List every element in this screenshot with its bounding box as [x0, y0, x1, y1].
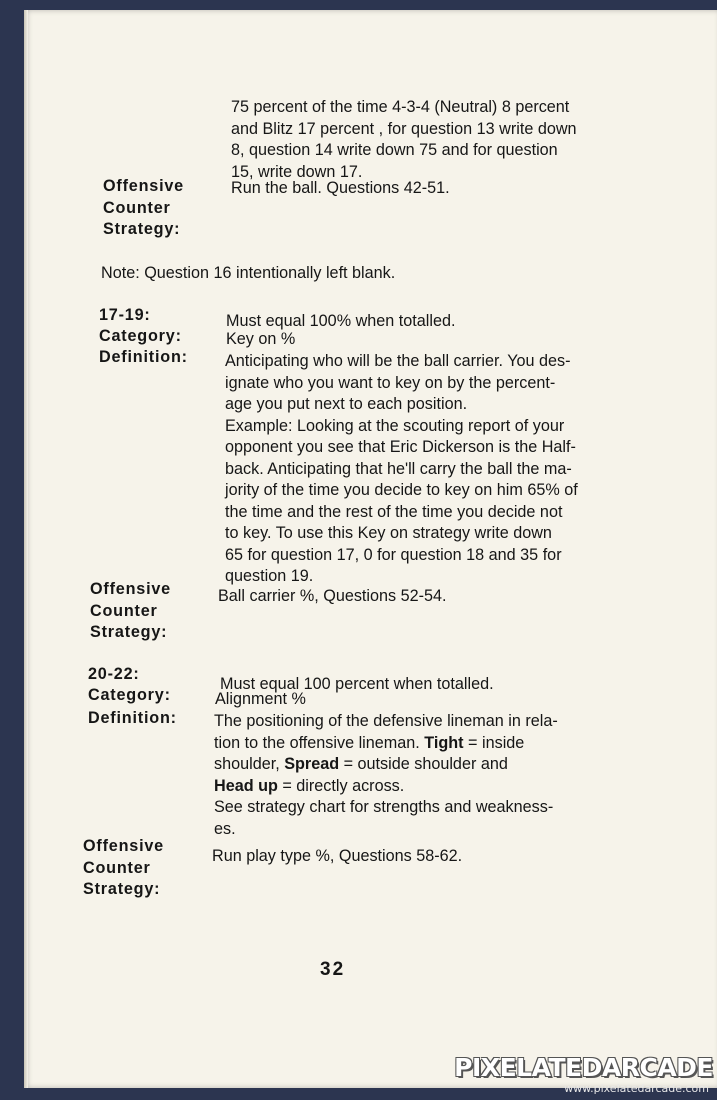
text-run: = outside shoulder and [339, 755, 508, 773]
label-line: Offensive [83, 837, 164, 855]
definition-line: Example: Looking at the scouting report of your [225, 416, 565, 435]
definition-line: es. [214, 819, 236, 838]
definition-label-20-22: Definition: [88, 709, 177, 727]
definition-line: ignate who you want to key on by the percent- [225, 373, 556, 392]
label-line: Counter [90, 601, 158, 620]
intro-paragraph [231, 97, 577, 183]
page-number: 32 [320, 959, 346, 980]
term-spread: Spread [284, 755, 340, 773]
definition-line: question 19. [225, 567, 314, 585]
watermark-url: www.pixelatedarcade.com [564, 1082, 709, 1095]
section-20-22-requirement: Must equal 100 percent when totalled. [220, 675, 494, 693]
intro-line: 15, write down 17. [231, 162, 363, 181]
text-run: shoulder, [214, 755, 285, 773]
watermark-logo: PIXELATEDARCADE [454, 1053, 713, 1082]
term-head-up: Head up [214, 776, 278, 795]
definition-label-17-19: Definition: [99, 348, 188, 366]
definition-line: back. Anticipating that he'll carry the ball the ma- [225, 459, 572, 478]
definition-line: opponent you see that Eric Dickerson is the Half- [225, 438, 576, 456]
label-line: Offensive [90, 580, 171, 598]
label-line: Strategy: [90, 623, 168, 641]
offensive-counter-text-2: Ball carrier %, Questions 52-54. [218, 587, 447, 605]
definition-line: the time and the rest of the time you decide not [225, 502, 563, 521]
category-label-20-22: Category: [88, 686, 171, 704]
section-number-17-19: 17-19: [99, 306, 151, 324]
label-line: Counter [83, 858, 151, 877]
offensive-counter-text-3: Run play type %, Questions 58-62. [212, 847, 463, 865]
note-text: Note: Question 16 intentionally left blank. [101, 264, 396, 282]
definition-line: age you put next to each position. [225, 395, 468, 413]
category-label-17-19: Category: [99, 327, 182, 345]
text-run: tion to the offensive lineman. [214, 733, 425, 752]
intro-line: and Blitz 17 percent , for question 13 write down [231, 119, 577, 138]
label-line: Strategy: [83, 880, 161, 898]
term-tight: Tight [424, 733, 464, 752]
definition-line: jority of the time you decide to key on him 65% of [225, 481, 578, 499]
definition-line [214, 733, 558, 755]
intro-line: 75 percent of the time 4-3-4 (Neutral) 8 percent [231, 98, 570, 116]
category-text-17-19: Key on % [226, 330, 296, 348]
offensive-counter-label-3 [83, 836, 164, 901]
label-line: Offensive [103, 177, 184, 195]
page-binding-shadow [24, 10, 28, 1088]
definition-line: 65 for question 17, 0 for question 18 and 35 for [225, 545, 562, 564]
section-17-19-requirement: Must equal 100% when totalled. [226, 312, 456, 330]
definition-line: See strategy chart for strengths and weakness- [214, 798, 554, 816]
label-line: Counter [103, 198, 171, 217]
intro-line: 8, question 14 write down 75 and for question [231, 141, 558, 159]
offensive-counter-label-1 [103, 176, 184, 241]
definition-line: The positioning of the defensive lineman in rela- [214, 712, 558, 730]
definition-body-20-22 [214, 711, 558, 840]
definition-body-17-19 [225, 351, 578, 588]
offensive-counter-text-1: Run the ball. Questions 42-51. [231, 179, 450, 197]
definition-line [214, 776, 558, 798]
category-text-20-22: Alignment % [215, 690, 306, 708]
definition-line [214, 754, 558, 776]
text-run: = directly across. [277, 776, 405, 795]
text-run: = inside [463, 733, 525, 752]
definition-line: to key. To use this Key on strategy write down [225, 524, 552, 542]
section-number-20-22: 20-22: [88, 665, 140, 683]
offensive-counter-label-2 [90, 579, 171, 644]
definition-line: Anticipating who will be the ball carrier. You des- [225, 352, 571, 370]
label-line: Strategy: [103, 220, 181, 238]
